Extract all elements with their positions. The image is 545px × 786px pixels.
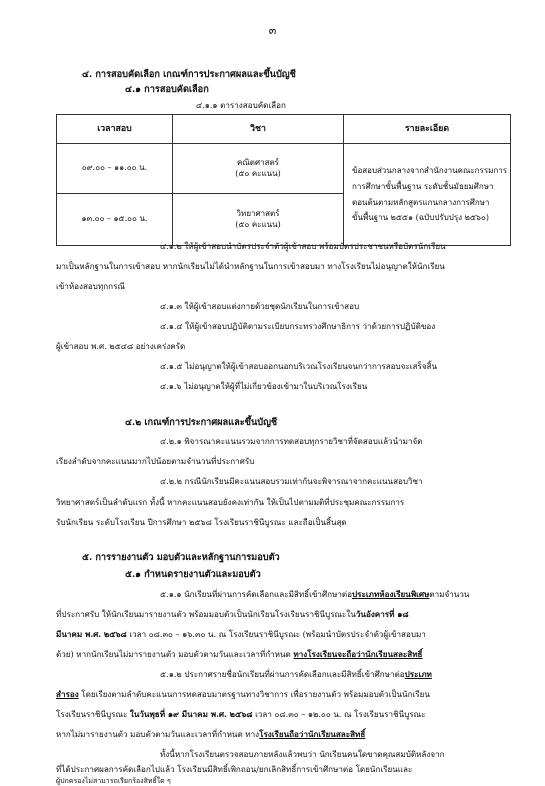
rule-4-2-2-line: วิทยาศาสตร์เป็นลำดับแรก ทั้งนี้ หากคะแนนสอบยังคงเท่ากัน ให้เป็นไปตามมติที่ประชุมคณะกรรมการ [56,497,405,507]
para-5-1-3-line: ผู้ปกครองไม่สามารถเรียกร้องสิทธิ์ใด ๆ [56,777,171,785]
subject-name: คณิตศาสตร์ [237,157,279,167]
section-5-1-title: ๕.๑ กำหนดรายงานตัวและมอบตัว [125,569,261,580]
subject-score: (๕๐ คะแนน) [235,168,281,178]
text: เวลา ๐๘.๓๐ – ๑๖.๓๐ น. ณ โรงเรียนราชินีบูรณะ (พร้อมนำบัตรประจำตัวผู้เข้าสอบมา [126,629,426,639]
text: ด้วย) หากนักเรียนไม่มารายงานตัว มอบตัวตามวันและเวลาที่กำหนด [56,649,294,659]
highlight-special-class: ประเภทห้องเรียนพิเศษ [352,589,430,599]
para-5-1-3-line: ทั้งนี้หากโรงเรียนตรวจสอบภายหลังแล้วพบว่า นักเรียนคนใดขาดคุณสมบัติหลังจาก [160,749,445,759]
detail-line: การศึกษาขั้นพื้นฐาน ระดับชั้นมัธยมศึกษา [352,181,494,191]
time-cell: ๑๓.๐๐ – ๑๕.๐๐ น. [57,194,173,246]
section-4-1-1-title: ๔.๑.๑ ตารางสอบคัดเลือก [196,100,286,110]
highlight-date: มีนาคม พ.ศ. ๒๕๖๘ [56,629,127,639]
para-5-1-1-line [160,590,469,598]
para-5-1-1-line [56,610,409,618]
rule-4-2-2-line: รับนักเรียน ระดับโรงเรียน ปีการศึกษา ๒๕๖๘ โรงเรียนราชินีบูรณะ และถือเป็นสิ้นสุด [56,517,347,527]
subject-score: (๕๐ คะแนน) [235,219,281,229]
section-4-1-title: ๔.๑ การสอบคัดเลือก [125,84,209,95]
text: ที่ประกาศรับ ให้นักเรียนมารายงานตัว พร้อมมอบตัวเป็นนักเรียนโรงเรียนราชินีบูรณะใน [56,609,356,619]
header-subject: วิชา [173,115,344,144]
text: โดยเรียงตามลำดับคะแนนการทดสอบมาตรฐานทางวิชาการ เพื่อรายงานตัว พร้อมมอบตัวเป็นนักเรียน [78,689,430,699]
rule-4-1-2-line: เข้าห้องสอบทุกกรณี [56,281,125,291]
highlight-reserve: ประเภท [404,669,432,679]
section-5-title: ๕. การรายงานตัว มอบตัวและหลักฐานการมอบตัว [82,552,280,563]
detail-line: ขั้นพื้นฐาน ๒๕๕๑ (ฉบับปรับปรุง ๒๕๖๐) [352,213,490,223]
rule-4-2-2-line: ๔.๒.๒ กรณีนักเรียนมีคะแนนสอบรวมเท่ากันจะพิจารณาจากคะแนนสอบวิชา [160,476,423,486]
header-time: เวลาสอบ [57,115,173,144]
para-5-1-1-line [56,650,422,658]
section-4-title: ๔. การสอบคัดเลือก เกณฑ์การประกาศผลและขึ้นบัญชี [82,69,296,80]
text: เวลา ๐๘.๓๐ – ๑๒.๐๐ น. ณ โรงเรียนราชินีบูรณะ [252,709,426,719]
rule-4-1-3: ๔.๑.๓ ให้ผู้เข้าสอบแต่งกายด้วยชุดนักเรียนในการเข้าสอบ [160,301,360,311]
subject-cell [173,144,344,194]
para-5-1-2-line [160,670,432,678]
section-4-2-title: ๔.๒ เกณฑ์การประกาศผลและขึ้นบัญชี [125,417,278,428]
para-5-1-1-line [56,630,426,638]
subject-cell [173,194,344,246]
page-number: ๓ [268,24,277,37]
text: โรงเรียนราชินีบูรณะ [56,709,130,719]
highlight-date: วันอังคารที่ ๑๘ [355,609,409,619]
detail-line: ข้อสอบส่วนกลางจากสำนักงานคณะกรรมการ [352,166,508,176]
rule-4-1-5: ๔.๑.๕ ไม่อนุญาตให้ผู้เข้าสอบออกนอกบริเวณโรงเรียนจนกว่าการสอบจะเสร็จสิ้น [160,361,438,371]
para-5-1-2-line [56,690,430,698]
para-5-1-2-line [56,710,425,718]
rule-4-2-1-line: ๔.๒.๑ พิจารณาคะแนนรวมจากการทดสอบทุกรายวิชาที่จัดสอบแล้วนำมาจัด [160,436,423,446]
rule-4-2-1-line: เรียงลำดับจากคะแนนมากไปน้อยตามจำนวนที่ประกาศรับ [56,456,255,466]
detail-cell [344,144,511,246]
highlight-forfeit: โรงเรียนถือว่านักเรียนสละสิทธิ์ [259,729,366,739]
rule-4-1-2-line: ๔.๑.๒ ให้ผู้เข้าสอบนำบัตรประจำตัวผู้เข้าสอบ พร้อมบัตรประชาชนหรือบัตรนักเรียน [160,241,446,251]
para-5-1-3-line: ที่ได้ประกาศผลการคัดเลือกไปแล้ว โรงเรียนมีสิทธิ์เพิกถอน/ยกเลิกสิทธิ์การเข้าศึกษาต่อ โดยนักเรียนและ [56,764,413,774]
table-row [57,144,511,194]
text: ตามจำนวน [429,589,470,599]
rule-4-1-2-line: มาเป็นหลักฐานในการเข้าสอบ หากนักเรียนไม่ได้นำหลักฐานในการเข้าสอบมา ทางโรงเรียนไม่อนุญาตให้นักเรียน [56,261,445,271]
detail-line: ตอนต้นตามหลักสูตรแกนกลางการศึกษา [352,197,490,207]
rule-4-1-4-line: ๔.๑.๔ ให้ผู้เข้าสอบปฏิบัติตามระเบียบกระทรวงศึกษาธิการ ว่าด้วยการปฏิบัติของ [160,321,436,331]
highlight-forfeit: ทางโรงเรียนจะถือว่านักเรียนสละสิทธิ์ [293,649,423,659]
highlight-date: ในวันพุธที่ ๑๙ มีนาคม พ.ศ. ๒๕๖๘ [129,709,253,719]
header-detail: รายละเอียด [344,115,511,144]
para-5-1-2-line [56,730,365,738]
highlight-reserve: สำรอง [56,689,79,699]
rule-4-1-6: ๔.๑.๖ ไม่อนุญาตให้ผู้ที่ไม่เกี่ยวข้องเข้ามาในบริเวณโรงเรียน [160,381,368,391]
rule-4-1-4-line: ผู้เข้าสอบ พ.ศ. ๒๕๔๘ อย่างเคร่งครัด [56,341,186,351]
table-header-row [57,115,511,144]
text: ๕.๑.๒ ประกาศรายชื่อนักเรียนที่ผ่านการคัดเลือกและมีสิทธิ์เข้าศึกษาต่อ [160,669,405,679]
text: หากไม่มารายงานตัว มอบตัวตามวันและเวลาที่กำหนด ทาง [56,729,260,739]
subject-name: วิทยาศาสตร์ [236,208,280,218]
text: ๕.๑.๑ นักเรียนที่ผ่านการคัดเลือกและมีสิทธิ์เข้าศึกษาต่อ [160,589,353,599]
exam-schedule-table [56,114,511,246]
time-cell: ๐๙.๐๐ – ๑๑.๐๐ น. [57,144,173,194]
